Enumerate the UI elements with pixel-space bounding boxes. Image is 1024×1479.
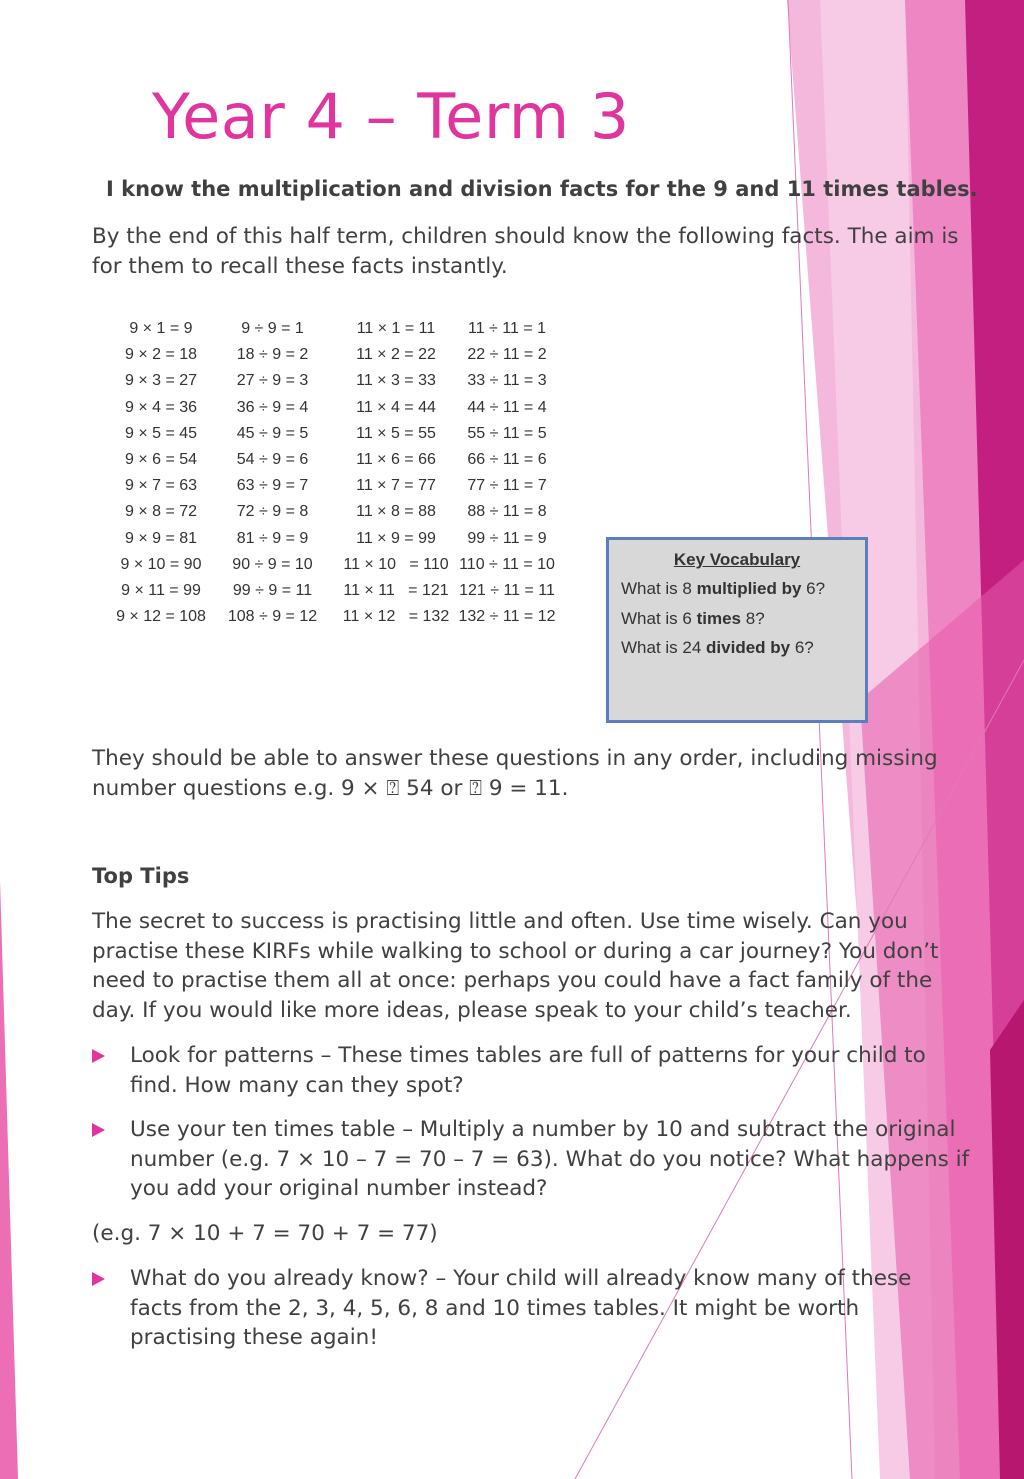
fact-cell: 99 ÷ 9 = 11 — [232, 581, 313, 599]
tip-text: Use your ten times table – Multiply a number by 10 and subtract the original number (e.g. 7 × 10 – 7 = 70 – 7 = 63). What do you notice? What happens if you add your original number instead? — [130, 1117, 970, 1201]
fact-cell: 72 ÷ 9 = 8 — [236, 503, 309, 521]
fact-cell: 11 × 3 = 33 — [356, 372, 436, 390]
top-tips-heading: Top Tips — [92, 864, 190, 888]
fact-cell: 11 × 1 = 11 — [356, 320, 436, 338]
table-row — [112, 368, 557, 394]
fact-cell: 11 × 2 = 22 — [356, 346, 436, 364]
fact-cell: 54 ÷ 9 = 6 — [236, 451, 309, 469]
fact-cell: 110 ÷ 11 = 10 — [459, 555, 555, 573]
fact-cell: 11 × 8 = 88 — [356, 503, 436, 521]
tip-text: What do you already know? – Your child will already know many of these facts from the 2, 3, 4, 5, 6, 8 and 10 times tables. It might be worth practising these again! — [130, 1266, 912, 1350]
fact-cell: 9 × 2 = 18 — [124, 346, 198, 364]
facts-grid — [112, 316, 557, 630]
vocab-line — [609, 604, 865, 634]
table-row — [112, 473, 557, 499]
tip-bullet — [92, 1264, 942, 1353]
left-facet — [0, 880, 18, 1479]
fact-cell: 11 × 11 = 121 — [343, 581, 449, 599]
table-row — [112, 526, 557, 552]
fact-cell: 63 ÷ 9 = 7 — [236, 477, 309, 495]
vocab-text: What is 8 — [621, 579, 697, 598]
vocab-keyword: multiplied by — [696, 579, 802, 598]
vocab-text: 8? — [741, 608, 765, 628]
table-row — [112, 316, 557, 342]
bullet-arrow-icon — [92, 1272, 105, 1286]
fact-cell: 11 × 4 = 44 — [356, 398, 436, 416]
tip-text: Look for patterns – These times tables are full of patterns for your child to find. How many can they spot? — [130, 1043, 926, 1098]
vocab-text: 6? — [801, 579, 826, 598]
fact-cell: 90 ÷ 9 = 10 — [232, 555, 313, 573]
fact-cell: 108 ÷ 9 = 12 — [227, 608, 318, 626]
bullet-arrow-icon — [92, 1049, 105, 1063]
key-vocabulary-box — [606, 537, 868, 723]
vocab-text: What is 6 — [621, 608, 697, 628]
page-title: Year 4 – Term 3 — [152, 80, 630, 153]
fact-cell: 11 × 9 = 99 — [356, 529, 436, 547]
fact-cell: 11 × 6 = 66 — [356, 451, 436, 469]
fact-cell: 121 ÷ 11 = 11 — [459, 581, 555, 599]
fact-cell: 9 × 5 = 45 — [124, 424, 198, 442]
vocab-text: What is 24 — [621, 638, 707, 657]
bullet-arrow-icon — [92, 1123, 105, 1137]
table-row — [112, 395, 557, 421]
fact-cell: 27 ÷ 9 = 3 — [236, 372, 309, 390]
fact-cell: 11 × 10 = 110 — [343, 555, 449, 573]
fact-cell: 81 ÷ 9 = 9 — [236, 529, 309, 547]
vocab-line — [609, 574, 865, 604]
table-row — [112, 447, 557, 473]
fact-cell: 9 ÷ 9 = 1 — [241, 320, 304, 338]
tip-example: (e.g. 7 × 10 + 7 = 70 + 7 = 77) — [92, 1221, 438, 1246]
fact-cell: 99 ÷ 11 = 9 — [467, 529, 547, 547]
table-row — [112, 342, 557, 368]
fact-cell: 77 ÷ 11 = 7 — [467, 477, 547, 495]
table-row — [112, 578, 557, 604]
fact-cell: 9 × 9 = 81 — [124, 529, 198, 547]
table-row — [112, 552, 557, 578]
fact-cell: 55 ÷ 11 = 5 — [467, 424, 547, 442]
fact-cell: 11 × 5 = 55 — [356, 424, 436, 442]
fact-cell: 22 ÷ 11 = 2 — [467, 346, 547, 364]
vocab-text: 6? — [790, 638, 814, 657]
table-row — [112, 499, 557, 525]
fact-cell: 66 ÷ 11 = 6 — [467, 451, 547, 469]
fact-cell: 9 × 3 = 27 — [124, 372, 198, 390]
intro-paragraph: By the end of this half term, children should know the following facts. The aim is for them to recall these facts instantly. — [92, 224, 959, 279]
vocab-keyword: times — [696, 608, 742, 628]
fact-cell: 9 × 11 = 99 — [121, 581, 201, 599]
fact-cell: 44 ÷ 11 = 4 — [467, 398, 547, 416]
vocab-line — [609, 633, 865, 663]
fact-cell: 11 × 12 = 132 — [342, 608, 450, 626]
fact-cell: 9 × 1 = 9 — [129, 320, 193, 338]
tips-intro: The secret to success is practising little and often. Use time wisely. Can you practise these KIRFs while walking to school or during a car journey? You don’t need to practise them all at once: perhaps you could have a fact family of the day. If you would like more ideas, please speak to your child’s teacher. — [92, 909, 939, 1023]
fact-cell: 88 ÷ 11 = 8 — [467, 503, 547, 521]
fact-cell: 9 × 10 = 90 — [120, 555, 202, 573]
order-note: They should be able to answer these questions in any order, including missing number questions e.g. 9 × ⍰ 54 or ⍰ 9 = 11. — [92, 746, 938, 801]
fact-cell: 9 × 4 = 36 — [124, 398, 198, 416]
tip-bullet — [92, 1115, 972, 1204]
fact-cell: 33 ÷ 11 = 3 — [467, 372, 547, 390]
fact-cell: 9 × 12 = 108 — [116, 608, 206, 626]
fact-cell: 45 ÷ 9 = 5 — [236, 424, 309, 442]
fact-cell: 18 ÷ 9 = 2 — [236, 346, 309, 364]
key-vocabulary-heading: Key Vocabulary — [673, 550, 801, 569]
table-row — [112, 421, 557, 447]
fact-cell: 11 × 7 = 77 — [356, 477, 436, 495]
fact-cell: 9 × 7 = 63 — [124, 477, 198, 495]
learning-objective: I know the multiplication and division facts for the 9 and 11 times tables. — [106, 177, 978, 201]
vocab-keyword: divided by — [706, 638, 791, 657]
fact-cell: 9 × 6 = 54 — [124, 451, 198, 469]
fact-cell: 36 ÷ 9 = 4 — [236, 398, 309, 416]
fact-cell: 9 × 8 = 72 — [124, 503, 198, 521]
fact-cell: 132 ÷ 11 = 12 — [458, 608, 556, 626]
facts-table — [112, 316, 587, 630]
table-row — [112, 604, 557, 630]
tip-bullet — [92, 1041, 972, 1100]
fact-cell: 11 ÷ 11 = 1 — [467, 320, 547, 338]
